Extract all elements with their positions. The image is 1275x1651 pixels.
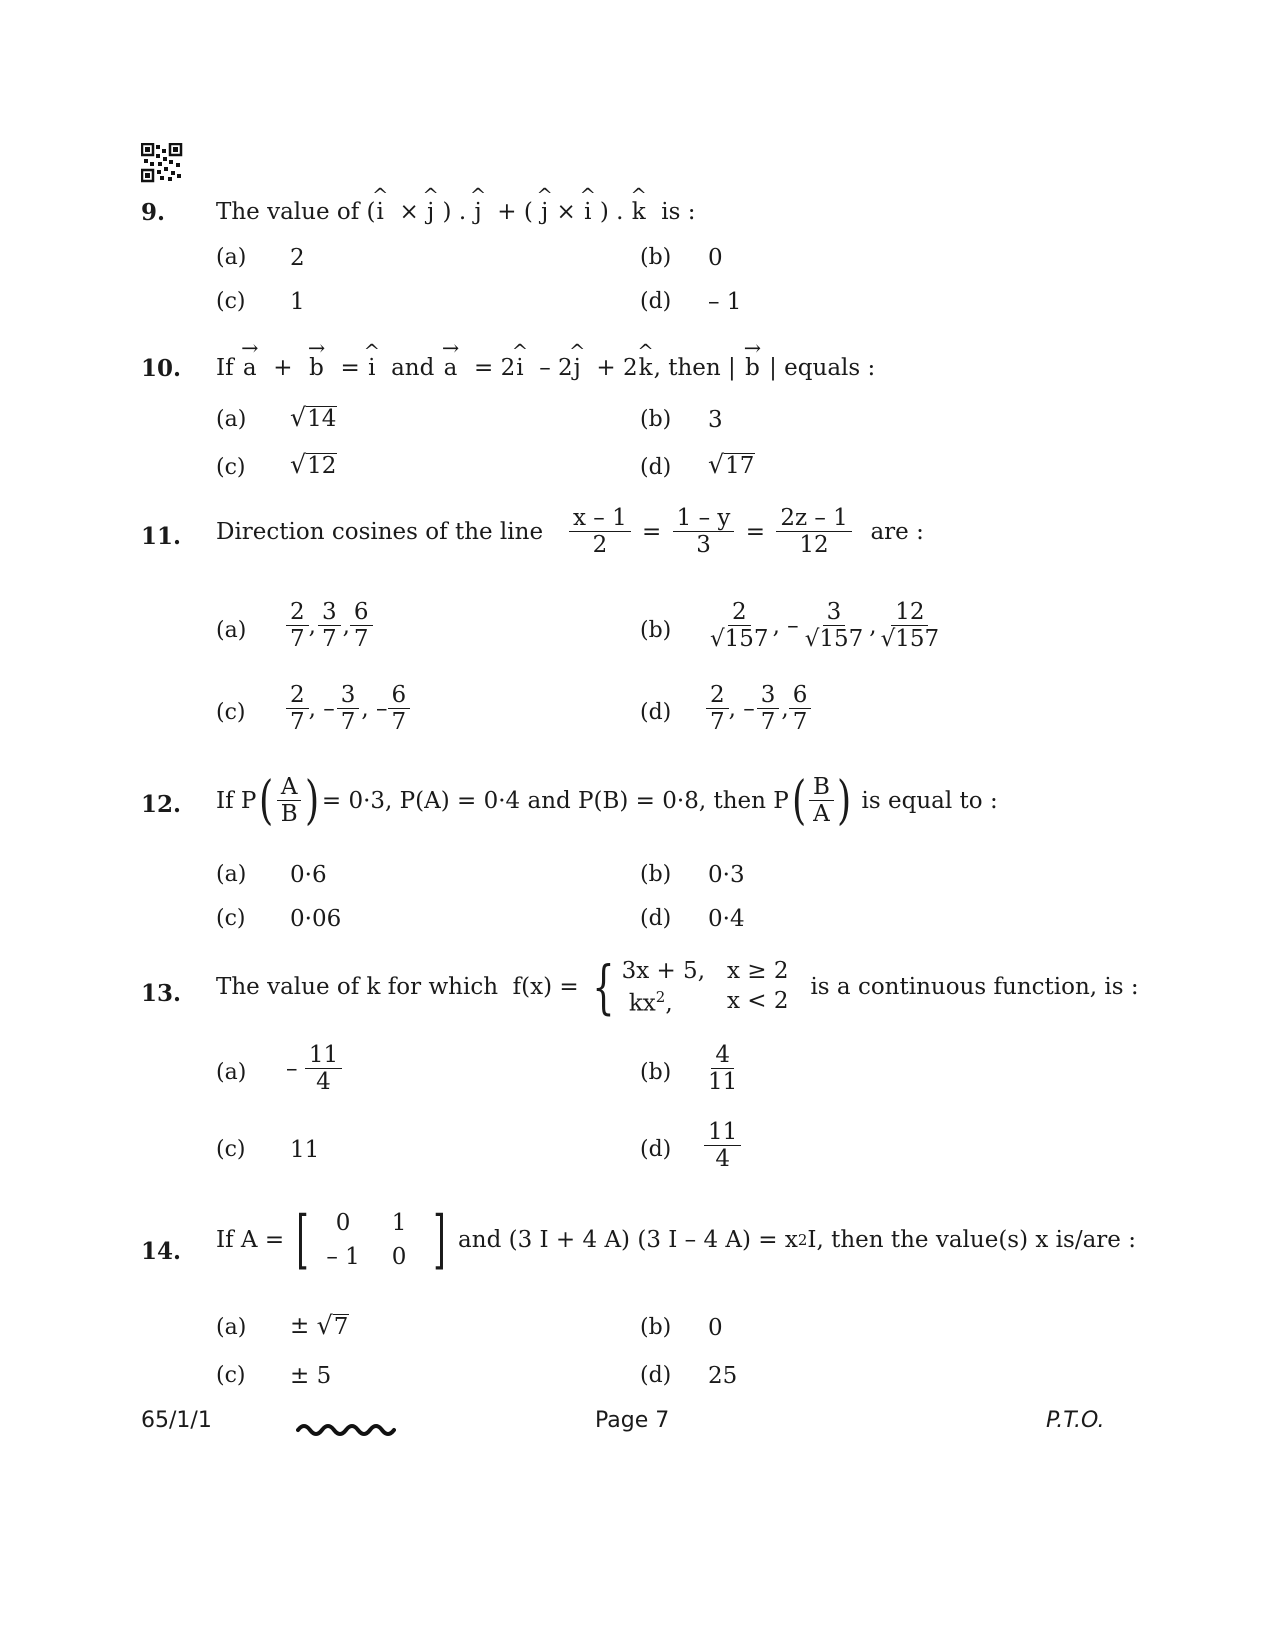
- paper-code: 65/1/1: [141, 1408, 212, 1433]
- option-c-value: 11: [290, 1137, 320, 1163]
- option-c-label: (c): [216, 1363, 246, 1388]
- option-b-label: (b): [640, 1315, 672, 1340]
- stem-text: , then: [653, 355, 721, 381]
- option-a-label: (a): [216, 862, 247, 887]
- question-stem: The value of ( ^ i × ^ j ) . ^ j + ( ^ j × ^ i ) . ^ k is :: [216, 199, 696, 225]
- option-b-label: (b): [640, 1060, 672, 1085]
- option-a-value: ± √ 7: [290, 1311, 349, 1340]
- question-number: 14.: [141, 1238, 182, 1265]
- stem-text: The value of (: [216, 199, 376, 225]
- option-c-label: (c): [216, 700, 246, 725]
- option-c-label: (c): [216, 1137, 246, 1162]
- option-d-value: 0·4: [708, 906, 745, 932]
- question-number: 13.: [141, 980, 182, 1007]
- option-a-value: √ 14: [290, 403, 337, 432]
- option-d-value: $\frac{2}{7}$ , – $\frac{3}{7}$ , $\frac{6}{7}$: [706, 682, 811, 736]
- option-a-label: (a): [216, 245, 247, 270]
- option-d-value: – 1: [708, 289, 742, 315]
- qr-code-icon: [141, 143, 183, 183]
- option-c-value: ± 5: [290, 1363, 332, 1389]
- page-number: Page 7: [595, 1408, 670, 1433]
- option-b-label: (b): [640, 618, 672, 643]
- tilde-ornament-icon: [296, 1418, 396, 1438]
- option-b-value: 3: [708, 407, 723, 433]
- stem-suffix: is equal to :: [861, 787, 998, 814]
- option-a-value: 0·6: [290, 862, 327, 888]
- option-c-value: 0·06: [290, 906, 342, 932]
- option-b-label: (b): [640, 407, 672, 432]
- option-a-value: – $\frac{11}{4}$: [286, 1042, 342, 1096]
- question-stem: If A = [ 0 1 – 1 0 ] and (3 I + 4 A) (3 I – 4 A) = x 2 I, then the value(s) x is/are :: [216, 1203, 1136, 1277]
- option-c-value: √ 12: [290, 450, 337, 479]
- option-a-value: 2: [290, 245, 305, 271]
- option-d-value: 25: [708, 1363, 738, 1389]
- option-a-value: $\frac{2}{7}$ , $\frac{3}{7}$ , $\frac{6}{7}$: [286, 599, 373, 653]
- stem-suffix: is :: [661, 199, 696, 225]
- stem-text: The value of k for which: [216, 974, 499, 1001]
- stem-text: and: [391, 355, 435, 381]
- option-b-label: (b): [640, 245, 672, 270]
- option-b-label: (b): [640, 862, 672, 887]
- question-stem: The value of k for which f(x) = { 3x + 5, x ≥ 2 $kx^2$, x < 2 is a continuous function, is :: [216, 953, 1139, 1022]
- option-a-label: (a): [216, 1315, 247, 1340]
- question-stem: If → a + → b = ^ i and → a = 2 ^ i – 2 ^ j + 2 ^ k , then | → b | equals :: [216, 355, 875, 381]
- option-d-value: $\frac{11}{4}$: [704, 1119, 741, 1173]
- option-b-value: 0·3: [708, 862, 745, 888]
- question-number: 12.: [141, 791, 182, 818]
- stem-text: If A =: [216, 1227, 285, 1253]
- stem-text: = 0·3, P(A) = 0·4 and P(B) = 0·8, then P: [321, 787, 789, 814]
- option-b-value: 0: [708, 1315, 723, 1341]
- question-stem: If P ( $\frac{A}{B}$ ) = 0·3, P(A) = 0·4 and P(B) = 0·8, then P ( $\frac{B}{A}$ ) is equal to :: [216, 770, 998, 831]
- matrix-a: [ 0 1 – 1 0 ]: [296, 1203, 446, 1277]
- option-d-label: (d): [640, 289, 672, 314]
- pto-label: P.T.O.: [1046, 1408, 1105, 1433]
- option-a-label: (a): [216, 618, 247, 643]
- option-d-label: (d): [640, 700, 672, 725]
- option-d-label: (d): [640, 1137, 672, 1162]
- option-d-label: (d): [640, 906, 672, 931]
- question-number: 9.: [141, 199, 166, 226]
- option-b-value: $\frac{4}{11}$: [708, 1042, 738, 1096]
- option-b-value: $\frac{2}{√157}$ , – $\frac{3}{√157}$ , $\frac{12}{√157}$: [710, 599, 940, 653]
- option-a-label: (a): [216, 407, 247, 432]
- option-c-label: (c): [216, 455, 246, 480]
- option-b-value: 0: [708, 245, 723, 271]
- stem-text: Direction cosines of the line: [216, 518, 544, 545]
- stem-suffix: are :: [870, 518, 924, 545]
- stem-text: f(x) =: [512, 974, 579, 1001]
- option-d-label: (d): [640, 1363, 672, 1388]
- option-c-value: 1: [290, 289, 305, 315]
- stem-text: If: [216, 355, 234, 381]
- option-a-label: (a): [216, 1060, 247, 1085]
- option-c-label: (c): [216, 289, 246, 314]
- option-c-label: (c): [216, 906, 246, 931]
- stem-text: I, then the value(s) x is/are :: [807, 1227, 1136, 1253]
- question-stem: Direction cosines of the line $\frac{x - 1}{2}$ = $\frac{1 - y}{3}$ = $\frac{2z - 1}{12}$ are :: [216, 505, 924, 559]
- option-d-value: √ 17: [708, 450, 755, 479]
- question-number: 11.: [141, 523, 182, 550]
- stem-text: equals :: [784, 355, 876, 381]
- question-number: 10.: [141, 355, 182, 382]
- option-c-value: $\frac{2}{7}$ , – $\frac{3}{7}$ , – $\frac{6}{7}$: [286, 682, 410, 736]
- stem-text: and (3 I + 4 A) (3 I – 4 A) = x: [458, 1227, 798, 1253]
- stem-suffix: is a continuous function, is :: [810, 974, 1139, 1001]
- option-d-label: (d): [640, 455, 672, 480]
